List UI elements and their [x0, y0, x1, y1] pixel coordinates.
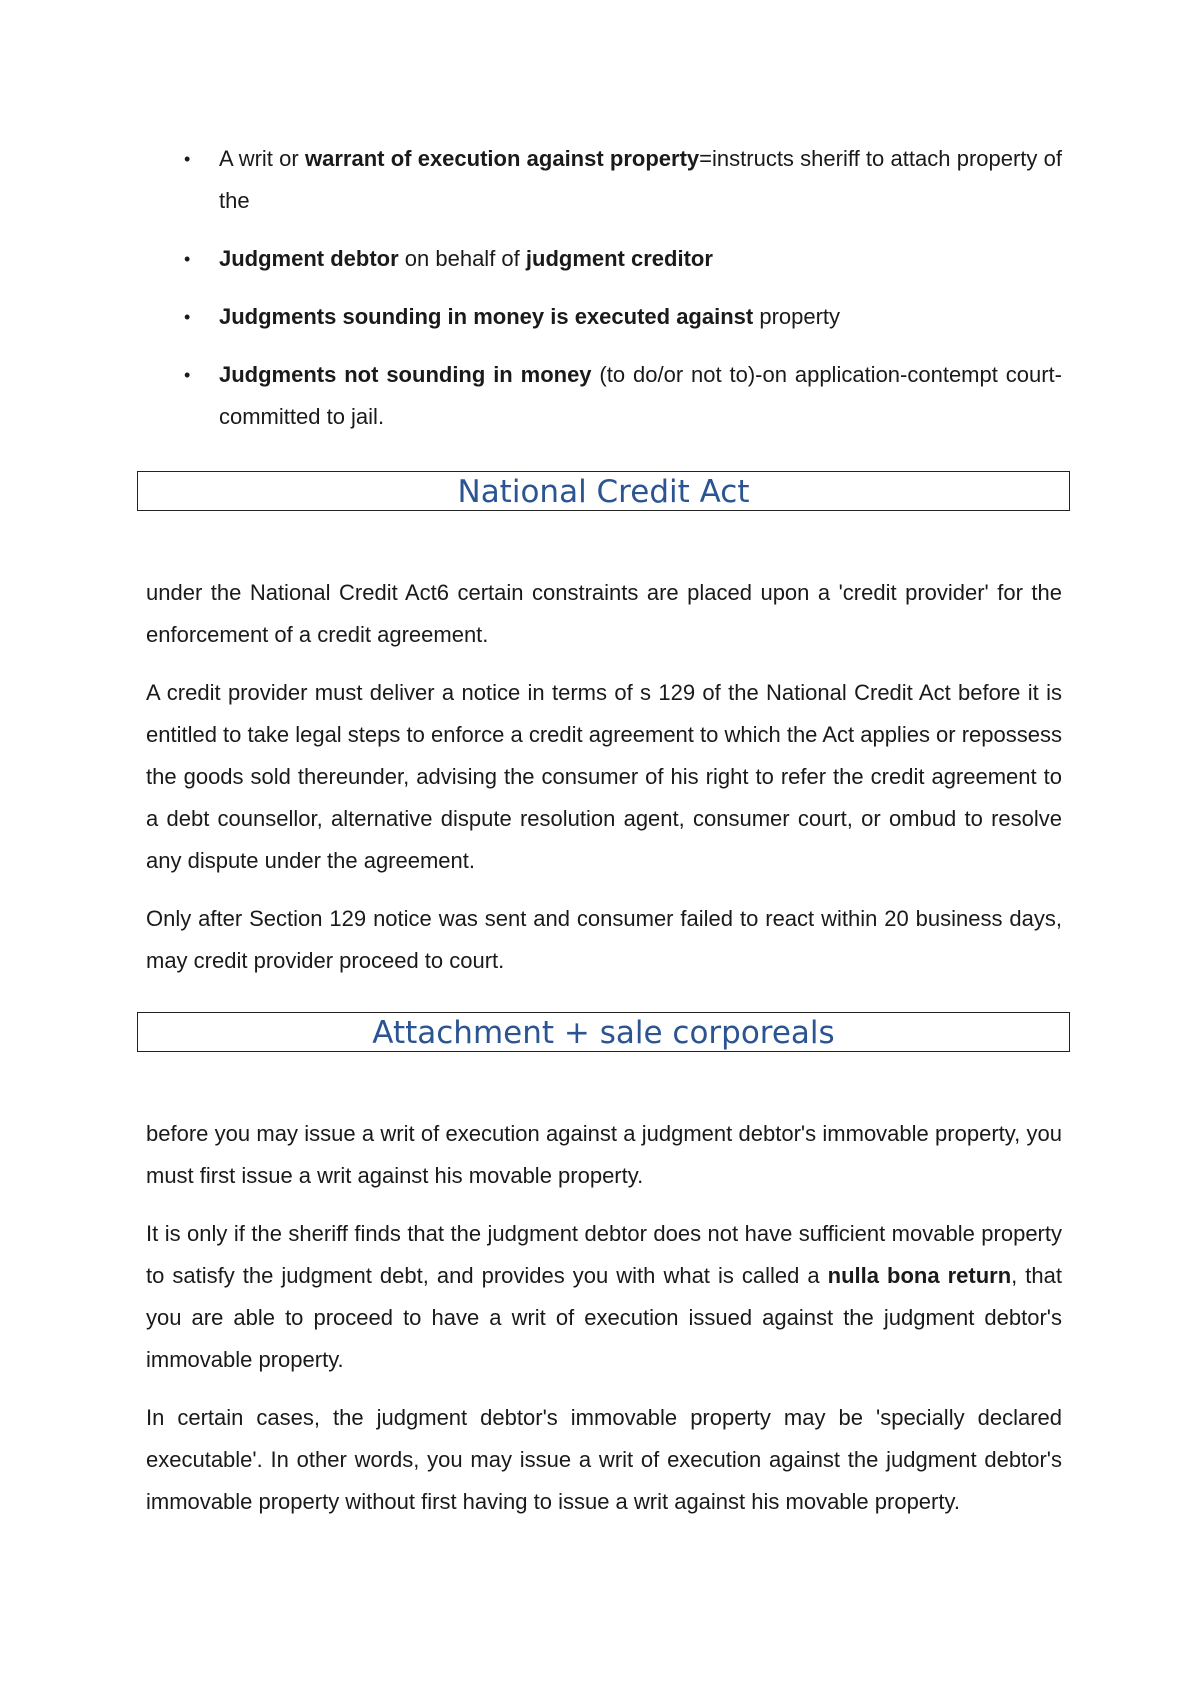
- bullet-item: • Judgments not sounding in money (to do/or not to)-on application-contempt court-committed to jail.: [146, 354, 1062, 438]
- section-attachment: [146, 1113, 1062, 1539]
- bullet-dot: •: [184, 307, 191, 327]
- paragraph: A credit provider must deliver a notice in terms of s 129 of the National Credit Act before it is entitled to take legal steps to enforce a credit agreement to which the Act applies or repossess the goods sold thereunder, advising the consumer of his right to refer the credit agreement to a debt counsellor, alternative dispute resolution agent, consumer court, or ombud to resolve any dispute under the agreement.: [146, 680, 1062, 873]
- paragraph: It is only if the sheriff finds that the judgment debtor does not have sufficient movable property to satisfy the judgment debt, and provides you with what is called a nulla bona return, that you are able to proceed to have a writ of execution issued against the judgment debtor's immovable property.: [146, 1221, 1062, 1372]
- section-national-credit-act: [146, 572, 1062, 998]
- paragraph: before you may issue a writ of execution against a judgment debtor's immovable property, you must first issue a writ against his movable property.: [146, 1121, 1062, 1188]
- paragraph: In certain cases, the judgment debtor's immovable property may be 'specially declared executable'. In other words, you may issue a writ of execution against the judgment debtor's immovable property without first having to issue a writ against his movable property.: [146, 1405, 1062, 1514]
- bullet-dot: •: [184, 149, 191, 169]
- bullet-item: • Judgment debtor on behalf of judgment creditor: [146, 238, 1062, 280]
- bullet-item: • A writ or warrant of execution against property=instructs sheriff to attach property of the: [146, 138, 1062, 222]
- bullet-list: [146, 138, 1062, 454]
- bullet-item: • Judgments sounding in money is executed against property: [146, 296, 1062, 338]
- section-heading-national-credit-act: National Credit Act: [137, 471, 1070, 511]
- paragraph: Only after Section 129 notice was sent and consumer failed to react within 20 business days, may credit provider proceed to court.: [146, 906, 1062, 973]
- section-heading-attachment: Attachment + sale corporeals: [137, 1012, 1070, 1052]
- bullet-dot: •: [184, 249, 191, 269]
- bullet-dot: •: [184, 365, 191, 385]
- paragraph: under the National Credit Act6 certain constraints are placed upon a 'credit provider' for the enforcement of a credit agreement.: [146, 580, 1062, 647]
